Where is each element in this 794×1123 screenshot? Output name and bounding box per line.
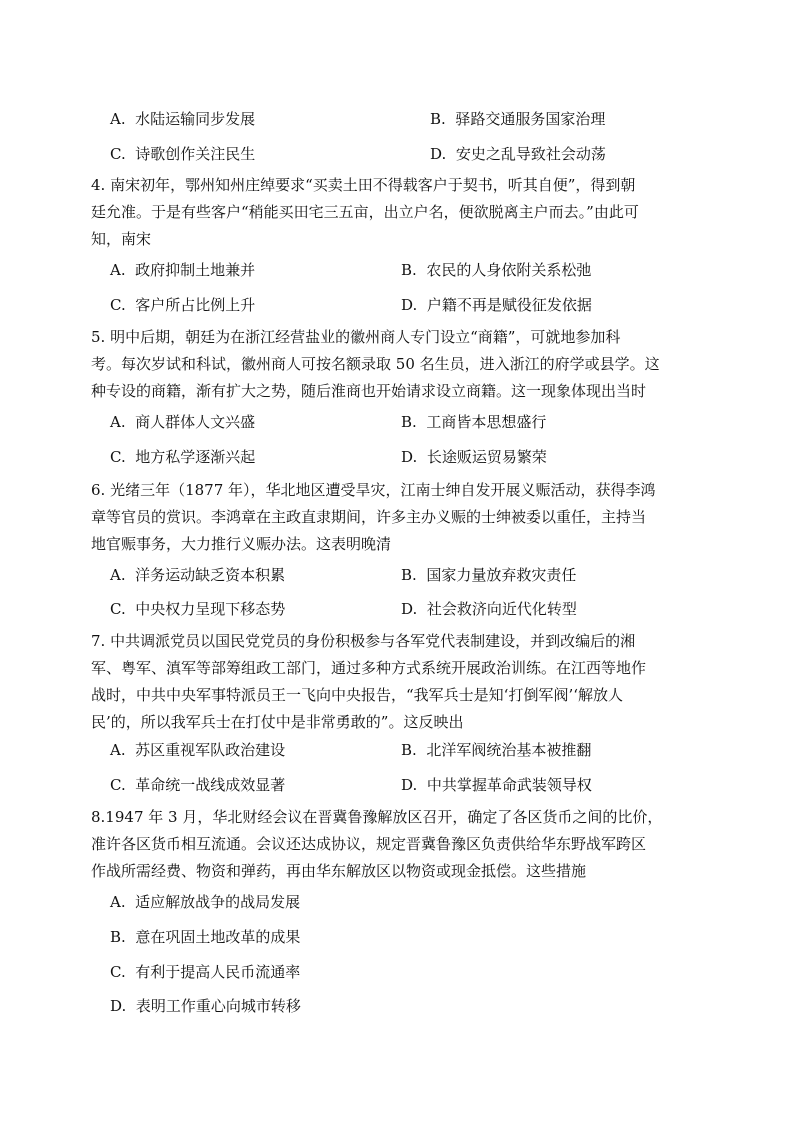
q8-stem: [91, 804, 701, 885]
option-label: A.: [110, 413, 126, 431]
q4-stem-line: 知，南宋: [91, 230, 152, 248]
option-label: C.: [110, 963, 126, 981]
option-label: B.: [401, 261, 417, 279]
q8-option-d[interactable]: [110, 995, 301, 1016]
option-text: 水陆运输同步发展: [135, 110, 256, 128]
option-text: 工商皆本思想盛行: [426, 413, 547, 431]
q7-options-row-2: [110, 774, 710, 796]
option-label: A.: [110, 110, 126, 128]
q4-options-row-1: [110, 259, 710, 281]
q5-option-d[interactable]: [401, 446, 547, 467]
option-text: 革命统一战线成效显著: [135, 776, 286, 794]
q5-option-a[interactable]: [110, 411, 255, 432]
option-text: 北洋军阀统治基本被推翻: [426, 741, 592, 759]
option-label: B.: [110, 928, 126, 946]
option-text: 农民的人身依附关系松弛: [426, 261, 592, 279]
option-label: D.: [401, 448, 418, 466]
q4-option-a[interactable]: [110, 259, 255, 280]
option-label: D.: [401, 296, 418, 314]
option-text: 中央权力呈现下移态势: [135, 600, 286, 618]
q3-options-row-2: [110, 143, 710, 165]
q5-stem-line: 种专设的商籍，渐有扩大之势，随后淮商也开始请求设立商籍。这一现象体现出当时: [91, 382, 647, 400]
q6-option-c[interactable]: [110, 598, 285, 619]
q7-option-d[interactable]: [401, 774, 592, 795]
q6-option-b[interactable]: [401, 564, 576, 585]
q8-option-a[interactable]: [110, 891, 300, 912]
option-text: 苏区重视军队政治建设: [135, 741, 286, 759]
option-text: 洋务运动缺乏资本积累: [135, 566, 286, 584]
q8-stem-line: 作战所需经费、物资和弹药，再由华东解放区以物资或现金抵偿。这些措施: [91, 862, 587, 880]
q4-stem-line: 4. 南宋初年，鄂州知州庄绰要求“买卖土田不得载客户于契书，听其自便”，得到朝: [91, 176, 636, 194]
option-label: B.: [430, 110, 446, 128]
q7-stem-line: 7. 中共调派党员以国民党党员的身份积极参与各军党代表制建设，并到改编后的湘: [91, 632, 636, 650]
q5-options-row-2: [110, 446, 710, 468]
option-label: C.: [110, 448, 126, 466]
option-text: 客户所占比例上升: [135, 296, 256, 314]
option-text: 诗歌创作关注民生: [135, 145, 256, 163]
option-label: B.: [401, 566, 417, 584]
q4-stem: [91, 172, 701, 253]
q6-stem-line: 6. 光绪三年（1877 年），华北地区遭受旱灾，江南士绅自发开展义赈活动，获得李鸿: [91, 481, 656, 499]
q6-options-row-1: [110, 564, 710, 586]
q7-option-a[interactable]: [110, 739, 285, 760]
q5-stem-line: 5. 明中后期，朝廷为在浙江经营盐业的徽州商人专门设立“商籍”，可就地参加科: [91, 328, 621, 346]
q4-option-b[interactable]: [401, 259, 591, 280]
q7-option-c[interactable]: [110, 774, 285, 795]
option-text: 有利于提高人民币流通率: [135, 963, 301, 981]
option-label: C.: [110, 600, 126, 618]
option-text: 国家力量放弃救灾责任: [426, 566, 577, 584]
q5-stem: [91, 324, 701, 405]
option-text: 适应解放战争的战局发展: [135, 893, 301, 911]
option-label: C.: [110, 296, 126, 314]
q6-stem-line: 章等官员的赏识。李鸿章在主政直隶期间，许多主办义赈的士绅被委以重任，主持当: [91, 508, 647, 526]
option-text: 社会救济向近代化转型: [426, 600, 577, 618]
option-label: A.: [110, 566, 126, 584]
option-text: 户籍不再是赋役征发依据: [426, 296, 592, 314]
q8-option-c[interactable]: [110, 961, 300, 982]
q4-options-row-2: [110, 294, 710, 316]
q8-option-b[interactable]: [110, 926, 300, 947]
q7-options-row-1: [110, 739, 710, 761]
option-label: D.: [401, 776, 418, 794]
option-text: 驿路交通服务国家治理: [455, 110, 606, 128]
option-label: D.: [401, 600, 418, 618]
option-text: 地方私学逐渐兴起: [135, 448, 256, 466]
q7-stem-line: 民’的，所以我军兵士在打仗中是非常勇敢的”。这反映出: [91, 713, 464, 731]
q8-stem-line: 8.1947 年 3 月，华北财经会议在晋冀鲁豫解放区召开，确定了各区货币之间的比价，: [91, 808, 663, 826]
option-label: A.: [110, 893, 126, 911]
option-text: 安史之乱导致社会动荡: [455, 145, 606, 163]
option-text: 中共掌握革命武装领导权: [426, 776, 592, 794]
q7-stem-line: 战时，中共中央军事特派员王一飞向中央报告，“我军兵士是知‘打倒军阀’‘解放人: [91, 686, 623, 704]
q3-option-c[interactable]: [110, 143, 255, 164]
option-label: D.: [430, 145, 447, 163]
option-text: 政府抑制土地兼并: [135, 261, 256, 279]
q4-option-d[interactable]: [401, 294, 592, 315]
q3-option-b[interactable]: [430, 108, 605, 129]
option-label: D.: [110, 997, 127, 1015]
option-label: A.: [110, 261, 126, 279]
option-label: B.: [401, 413, 417, 431]
q3-option-a[interactable]: [110, 108, 255, 129]
option-text: 表明工作重心向城市转移: [135, 997, 301, 1015]
q6-option-d[interactable]: [401, 598, 577, 619]
q8-stem-line: 准许各区货币相互流通。会议还达成协议，规定晋冀鲁豫区负责供给华东野战军跨区: [91, 835, 647, 853]
q5-options-row-1: [110, 411, 710, 433]
q7-stem-line: 军、粤军、滇军等部筹组政工部门，通过多种方式系统开展政治训练。在江西等地作: [91, 659, 647, 677]
q4-stem-line: 廷允准。于是有些客户“稍能买田宅三五亩，出立户名，便欲脱离主户而去。”由此可: [91, 203, 639, 221]
q7-stem: [91, 628, 701, 736]
q5-option-b[interactable]: [401, 411, 546, 432]
q4-option-c[interactable]: [110, 294, 255, 315]
q6-options-row-2: [110, 598, 710, 620]
option-label: C.: [110, 776, 126, 794]
q5-option-c[interactable]: [110, 446, 255, 467]
q3-options-row-1: [110, 108, 710, 130]
q3-option-d[interactable]: [430, 143, 606, 164]
option-label: C.: [110, 145, 126, 163]
option-text: 长途贩运贸易繁荣: [426, 448, 547, 466]
q7-option-b[interactable]: [401, 739, 591, 760]
option-text: 商人群体人文兴盛: [135, 413, 256, 431]
q5-stem-line: 考。每次岁试和科试，徽州商人可按名额录取 50 名生员，进入浙江的府学或县学。这: [91, 355, 660, 373]
option-text: 意在巩固土地改革的成果: [135, 928, 301, 946]
q6-stem: [91, 477, 701, 558]
option-label: A.: [110, 741, 126, 759]
q6-option-a[interactable]: [110, 564, 285, 585]
option-label: B.: [401, 741, 417, 759]
q6-stem-line: 地官赈事务，大力推行义赈办法。这表明晚清: [91, 535, 392, 553]
